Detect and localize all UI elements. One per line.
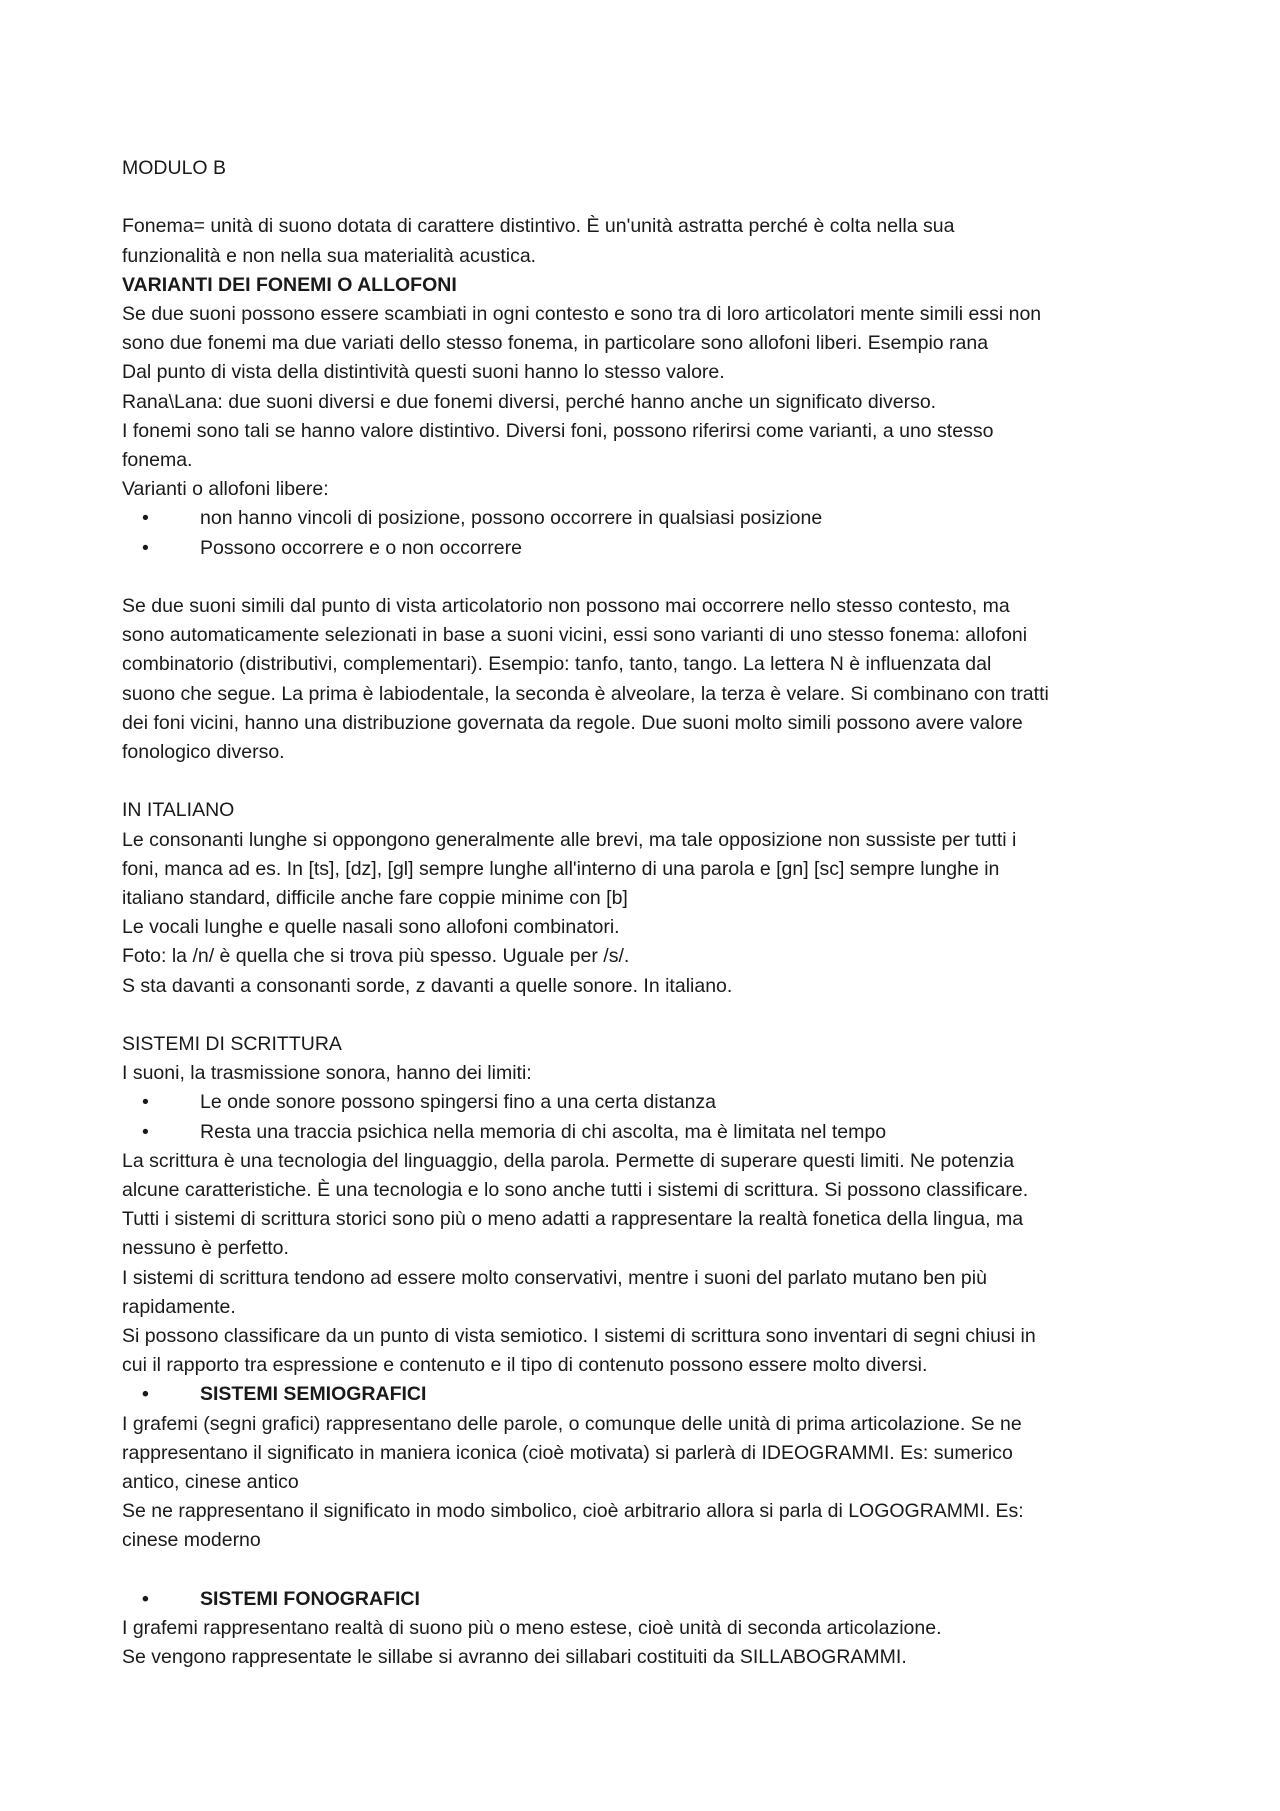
paragraph-line: Se ne rappresentano il significato in modo simbolico, cioè arbitrario allora si parla di LOGOGRAMMI. Es: (122, 1500, 1024, 1523)
paragraph-line: antico, cinese antico (122, 1471, 299, 1494)
bullet-heading-text: SISTEMI SEMIOGRAFICI (200, 1383, 427, 1406)
paragraph-line: I suoni, la trasmissione sonora, hanno dei limiti: (122, 1062, 532, 1085)
paragraph-line: suono che segue. La prima è labiodentale, la seconda è alveolare, la terza è velare. Si combinano con tratti (122, 682, 1049, 705)
bullet-icon: • (142, 536, 149, 559)
bullet-icon: • (142, 1091, 149, 1114)
paragraph-line: I fonemi sono tali se hanno valore distintivo. Diversi foni, possono riferirsi come varianti, a uno stesso (122, 419, 994, 442)
paragraph-line: cui il rapporto tra espressione e contenuto e il tipo di contenuto possono essere molto diversi. (122, 1354, 928, 1377)
paragraph-line: S sta davanti a consonanti sorde, z davanti a quelle sonore. In italiano. (122, 974, 733, 997)
document-page (122, 154, 1162, 1672)
spacer (122, 563, 1162, 592)
paragraph-line: Fonema= unità di suono dotata di carattere distintivo. È un'unità astratta perché è colta nella sua (122, 215, 955, 238)
bullet-icon: • (142, 1587, 149, 1610)
paragraph-line: foni, manca ad es. In [ts], [dz], [gl] sempre lunghe all'interno di una parola e [gn] [sc] sempre lunghe in (122, 857, 1000, 880)
paragraph-line: sono due fonemi ma due variati dello stesso fonema, in particolare sono allofoni liberi. Esempio rana (122, 332, 989, 355)
paragraph-line: rappresentano il significato in maniera iconica (cioè motivata) si parlerà di IDEOGRAMMI. Es: sumerico (122, 1441, 1013, 1464)
paragraph-line: nessuno è perfetto. (122, 1237, 289, 1260)
bullet-item (122, 534, 1162, 563)
spacer (122, 183, 1162, 212)
paragraph-line: Le consonanti lunghe si oppongono generalmente alle brevi, ma tale opposizione non sussiste per tutti i (122, 828, 1017, 851)
bullet-icon: • (142, 1383, 149, 1406)
bullet-item (122, 1118, 1162, 1147)
paragraph-line: alcune caratteristiche. È una tecnologia e lo sono anche tutti i sistemi di scrittura. Si possono classificare. (122, 1179, 1029, 1202)
paragraph-line: Se due suoni simili dal punto di vista articolatorio non possono mai occorrere nello stesso contesto, ma (122, 595, 1010, 618)
paragraph-line: italiano standard, difficile anche fare coppie minime con [b] (122, 887, 628, 910)
paragraph-line: combinatorio (distributivi, complementari). Esempio: tanfo, tanto, tango. La lettera N è influenzata dal (122, 653, 992, 676)
paragraph-line: fonologico diverso. (122, 741, 285, 764)
bullet-text: Resta una traccia psichica nella memoria di chi ascolta, ma è limitata nel tempo (200, 1120, 887, 1143)
paragraph-line: Si possono classificare da un punto di vista semiotico. I sistemi di scrittura sono inventari di segni chiusi in (122, 1325, 1036, 1348)
spacer (122, 1556, 1162, 1585)
paragraph-line: I sistemi di scrittura tendono ad essere molto conservativi, mentre i suoni del parlato mutano ben più (122, 1266, 987, 1289)
paragraph-line: sono automaticamente selezionati in base a suoni vicini, essi sono varianti di uno stesso fonema: allofoni (122, 624, 1028, 647)
bullet-text: Le onde sonore possono spingersi fino a una certa distanza (200, 1091, 717, 1114)
paragraph-line: Rana\Lana: due suoni diversi e due fonemi diversi, perché hanno anche un significato diverso. (122, 390, 937, 413)
bullet-text: Possono occorrere e o non occorrere (200, 536, 522, 559)
paragraph-line: I grafemi rappresentano realtà di suono più o meno estese, cioè unità di seconda articolazione. (122, 1617, 942, 1640)
bullet-heading (122, 1380, 1162, 1409)
bullet-item (122, 504, 1162, 533)
spacer (122, 1001, 1162, 1030)
paragraph-line: Dal punto di vista della distintività questi suoni hanno lo stesso valore. (122, 361, 725, 384)
paragraph-line: La scrittura è una tecnologia del linguaggio, della parola. Permette di superare questi limiti. Ne potenzia (122, 1149, 1015, 1172)
section-heading: VARIANTI DEI FONEMI O ALLOFONI (122, 273, 457, 296)
paragraph-line: Le vocali lunghe e quelle nasali sono allofoni combinatori. (122, 916, 620, 939)
paragraph-line: dei foni vicini, hanno una distribuzione governata da regole. Due suoni molto simili possono avere valore (122, 711, 1023, 734)
bullet-heading-text: SISTEMI FONOGRAFICI (200, 1587, 420, 1610)
bullet-icon: • (142, 507, 149, 530)
paragraph-line: Foto: la /n/ è quella che si trova più spesso. Uguale per /s/. (122, 945, 630, 968)
paragraph-line: Varianti o allofoni libere: (122, 478, 329, 501)
spacer (122, 767, 1162, 796)
paragraph-line: I grafemi (segni grafici) rappresentano delle parole, o comunque delle unità di prima articolazione. Se ne (122, 1412, 1022, 1435)
bullet-item (122, 1088, 1162, 1117)
section-heading: IN ITALIANO (122, 799, 235, 822)
bullet-text: non hanno vincoli di posizione, possono occorrere in qualsiasi posizione (200, 507, 823, 530)
paragraph-line: Se vengono rappresentate le sillabe si avranno dei sillabari costituiti da SILLABOGRAMMI. (122, 1646, 907, 1669)
paragraph-line: funzionalità e non nella sua materialità acustica. (122, 244, 537, 267)
section-heading: SISTEMI DI SCRITTURA (122, 1033, 342, 1056)
paragraph-line: Tutti i sistemi di scrittura storici sono più o meno adatti a rappresentare la realtà fonetica della lingua, ma (122, 1208, 1024, 1231)
paragraph-line: fonema. (122, 449, 193, 472)
paragraph-line: rapidamente. (122, 1295, 236, 1318)
doc-title: MODULO B (122, 157, 227, 179)
bullet-heading (122, 1585, 1162, 1614)
paragraph-line: Se due suoni possono essere scambiati in ogni contesto e sono tra di loro articolatori mente simili essi non (122, 303, 1042, 325)
paragraph-line: cinese moderno (122, 1529, 261, 1552)
bullet-icon: • (142, 1120, 149, 1143)
